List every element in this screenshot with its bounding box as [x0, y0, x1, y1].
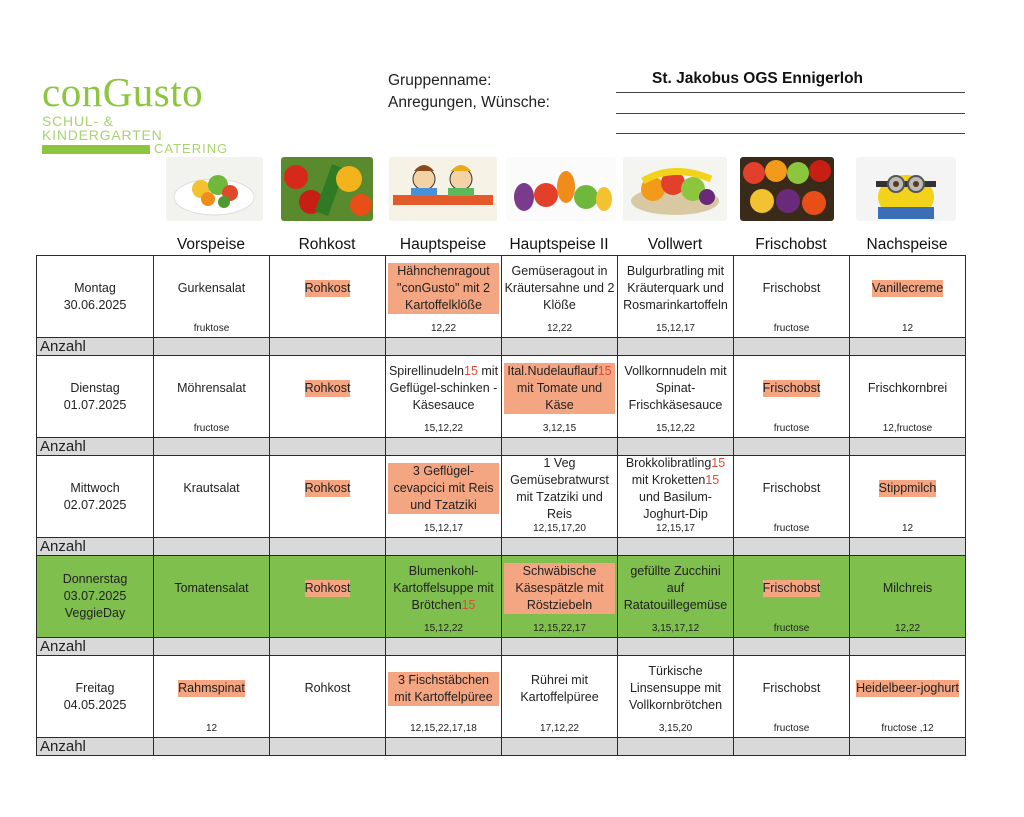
menu-cell	[154, 656, 270, 738]
menu-cell	[618, 656, 734, 738]
dish-text-continued: und Basilum-Joghurt-Dip	[639, 489, 712, 521]
anzahl-row	[37, 438, 966, 456]
logo-name: conGusto	[42, 69, 204, 115]
allergen-codes: 3,15,17,12	[651, 623, 700, 634]
day-row-dienstag	[37, 356, 966, 438]
menu-cell	[270, 556, 386, 638]
anzahl-input-cell[interactable]	[618, 738, 734, 756]
allergen-codes: 12,fructose	[882, 423, 933, 434]
column-rohkost: Rohkost	[298, 236, 356, 253]
anzahl-input-cell[interactable]	[386, 438, 502, 456]
allergen-codes: 12	[205, 723, 218, 734]
dish-text: Möhrensalat	[177, 381, 246, 395]
group-name-line	[616, 92, 965, 93]
allergen-codes: 12,15,17,20	[533, 523, 586, 534]
logo-subline: CATERING	[154, 141, 229, 156]
dish-text: Frischobst	[762, 281, 821, 295]
allergen-inline: 15	[597, 364, 612, 378]
menu-cell	[270, 256, 386, 338]
dish-text: Rohkost	[304, 681, 351, 695]
dish-text: Rührei mit Kartoffelpüree	[520, 672, 599, 704]
column-hauptspeise-ii: Hauptspeise II	[509, 236, 609, 253]
menu-cell	[850, 556, 966, 638]
anzahl-input-cell[interactable]	[154, 438, 270, 456]
day-name: Montag	[74, 280, 116, 295]
allergen-codes: fructose	[193, 423, 230, 434]
anzahl-input-cell[interactable]	[270, 738, 386, 756]
vegetable-faces-image	[506, 157, 616, 221]
allergen-codes: fructose	[773, 523, 810, 534]
dish-text: Spirellinudeln	[388, 364, 464, 378]
day-date: 01.07.2025	[63, 397, 127, 412]
day-cell	[37, 556, 154, 638]
dish-text: Vollkornnudeln mit Spinat-Frischkäsesauce	[624, 364, 727, 412]
dish-text: Bulgurbratling mit Kräuterquark und Rosmarinkartoffeln	[623, 264, 728, 312]
anzahl-row	[37, 738, 966, 756]
dish-text: Krautsalat	[183, 481, 240, 495]
dish-text-continued: mit Kroketten	[631, 472, 706, 487]
menu-cell	[502, 456, 618, 538]
menu-cell	[270, 356, 386, 438]
day-row-freitag	[37, 656, 966, 738]
dish-text: Stippmilch	[878, 481, 937, 495]
minion-dessert-image	[856, 157, 956, 221]
menu-cell	[502, 256, 618, 338]
menu-cell	[618, 456, 734, 538]
menu-cell	[734, 456, 850, 538]
allergen-codes: fructose ,12	[881, 723, 934, 734]
column-frischobst: Frischobst	[755, 236, 827, 253]
anzahl-input-cell[interactable]	[850, 438, 966, 456]
anzahl-input-cell[interactable]	[850, 538, 966, 556]
dish-text: 3 Fischstäbchen mit Kartoffelpüree	[388, 672, 499, 706]
dish-text: Gemüseragout in Kräutersahne und 2 Klöße	[504, 264, 615, 312]
allergen-inline: 15	[461, 598, 476, 612]
column-vorspeise: Vorspeise	[176, 236, 246, 253]
allergen-codes: 12,22	[430, 323, 457, 334]
logo-bar	[42, 145, 150, 154]
veggie-day-note: VeggieDay	[64, 606, 126, 620]
allergen-codes: 15,12,22	[424, 623, 463, 634]
day-row-montag	[37, 256, 966, 338]
anzahl-input-cell[interactable]	[154, 738, 270, 756]
anzahl-input-cell[interactable]	[154, 538, 270, 556]
anzahl-input-cell[interactable]	[734, 538, 850, 556]
anzahl-input-cell[interactable]	[270, 638, 386, 656]
anzahl-input-cell[interactable]	[734, 438, 850, 456]
day-cell	[37, 456, 154, 538]
anzahl-input-cell[interactable]	[154, 638, 270, 656]
menu-cell	[850, 656, 966, 738]
logo-tagline: SCHUL- & KINDERGARTEN	[42, 113, 163, 143]
dish-text: Türkische Linsensuppe mit Vollkornbrötchen	[628, 664, 723, 712]
anzahl-input-cell[interactable]	[386, 538, 502, 556]
day-name: Donnerstag	[62, 572, 128, 586]
allergen-codes: fructose	[773, 723, 810, 734]
menu-cell	[618, 556, 734, 638]
allergen-codes: 3,12,15	[542, 423, 577, 434]
anzahl-input-cell[interactable]	[502, 638, 618, 656]
anzahl-input-cell[interactable]	[386, 738, 502, 756]
dish-text: Tomatensalat	[174, 581, 249, 595]
anzahl-input-cell[interactable]	[386, 638, 502, 656]
menu-cell	[386, 656, 502, 738]
group-name-value: St. Jakobus OGS Ennigerloh	[652, 70, 864, 87]
day-date: 02.07.2025	[63, 497, 127, 512]
allergen-codes: 12	[901, 523, 914, 534]
anzahl-row	[37, 638, 966, 656]
anzahl-input-cell[interactable]	[502, 338, 618, 356]
congusto-logo	[42, 69, 232, 156]
column-vollwert: Vollwert	[647, 236, 703, 253]
menu-cell	[386, 456, 502, 538]
anzahl-input-cell[interactable]	[850, 338, 966, 356]
menu-cell	[502, 556, 618, 638]
allergen-codes: 3,15,20	[658, 723, 693, 734]
menu-cell	[734, 656, 850, 738]
dish-text: Rohkost	[304, 481, 351, 495]
allergen-inline: 15	[464, 364, 478, 378]
wishes-label: Anregungen, Wünsche:	[388, 94, 550, 111]
allergen-codes: 12,15,17	[656, 523, 695, 534]
allergen-codes: 15,12,17	[656, 323, 695, 334]
anzahl-label: Anzahl	[37, 738, 154, 756]
menu-cell	[850, 456, 966, 538]
menu-cell	[386, 256, 502, 338]
allergen-codes: 12	[901, 323, 914, 334]
menu-cell	[734, 556, 850, 638]
dish-text: Rohkost	[304, 281, 351, 295]
day-row-mittwoch	[37, 456, 966, 538]
dish-text: gefüllte Zucchini auf Ratatouillegemüse	[623, 564, 728, 612]
weekly-menu-table	[36, 255, 966, 756]
allergen-inline: 15	[711, 455, 726, 470]
anzahl-row	[37, 538, 966, 556]
allergen-codes: 12,15,22,17	[533, 623, 586, 634]
dish-text: Vanillecreme	[871, 281, 944, 295]
column-nachspeise: Nachspeise	[866, 236, 948, 253]
anzahl-input-cell[interactable]	[618, 638, 734, 656]
column-hauptspeise: Hauptspeise	[399, 236, 487, 253]
day-name: Mittwoch	[70, 480, 120, 495]
anzahl-row	[37, 338, 966, 356]
dish-text: Hähnchenragout "conGusto" mit 2 Kartoffelklöße	[388, 263, 499, 314]
menu-cell	[154, 356, 270, 438]
anzahl-input-cell[interactable]	[270, 338, 386, 356]
allergen-codes: fructose	[773, 423, 810, 434]
menu-cell	[386, 556, 502, 638]
anzahl-input-cell[interactable]	[734, 638, 850, 656]
day-cell	[37, 356, 154, 438]
menu-cell	[154, 456, 270, 538]
menu-cell	[270, 656, 386, 738]
dish-text: Rohkost	[304, 581, 351, 595]
raw-vegetables-image	[281, 157, 373, 221]
day-cell	[37, 656, 154, 738]
menu-cell	[850, 356, 966, 438]
menu-cell	[618, 256, 734, 338]
allergen-codes: 15,12,17	[424, 523, 463, 534]
allergen-codes: 17,12,22	[540, 723, 579, 734]
menu-cell	[386, 356, 502, 438]
allergen-codes: 12,22	[546, 323, 573, 334]
dish-text: Frischobst	[762, 381, 821, 395]
dish-text: Frischkornbrei	[867, 381, 948, 395]
allergen-codes: 12,22	[894, 623, 921, 634]
dish-text: Brokkolibratling	[625, 455, 712, 470]
allergen-codes: fructose	[773, 323, 810, 334]
menu-cell	[154, 256, 270, 338]
dish-text-continued: mit Tomate und Käse	[516, 381, 603, 412]
anzahl-label: Anzahl	[37, 338, 154, 356]
salad-image	[166, 157, 263, 221]
dish-text: Rahmspinat	[178, 681, 245, 695]
day-name: Freitag	[75, 680, 115, 695]
dish-text: Heidelbeer-joghurt	[856, 681, 959, 695]
anzahl-input-cell[interactable]	[502, 438, 618, 456]
wishes-line-1	[616, 113, 965, 114]
anzahl-input-cell[interactable]	[850, 738, 966, 756]
dish-text-continued: mit Geflügel-schinken - Käsesauce	[389, 364, 499, 412]
anzahl-label: Anzahl	[37, 638, 154, 656]
dish-text: Rohkost	[304, 381, 351, 395]
day-date: 30.06.2025	[63, 297, 127, 312]
anzahl-label: Anzahl	[37, 538, 154, 556]
anzahl-input-cell[interactable]	[618, 438, 734, 456]
wishes-line-2	[616, 133, 965, 134]
allergen-codes: 15,12,22	[656, 423, 695, 434]
dish-text: Gurkensalat	[177, 281, 246, 295]
menu-cell	[502, 656, 618, 738]
menu-cell	[154, 556, 270, 638]
menu-cell	[502, 356, 618, 438]
allergen-codes: 12,15,22,17,18	[410, 723, 477, 734]
anzahl-input-cell[interactable]	[734, 338, 850, 356]
allergen-inline: 15	[705, 472, 720, 487]
fresh-fruit-image	[740, 157, 834, 221]
anzahl-input-cell[interactable]	[502, 738, 618, 756]
day-row-donnerstag	[37, 556, 966, 638]
dish-text: Blumenkohl-Kartoffelsuppe mit Brötchen	[393, 564, 494, 612]
day-date: 04.05.2025	[63, 697, 127, 712]
allergen-codes: fruktose	[193, 323, 230, 334]
anzahl-input-cell[interactable]	[270, 538, 386, 556]
anzahl-input-cell[interactable]	[734, 738, 850, 756]
dish-text: 3 Geflügel-cevapcici mit Reis und Tzatziki	[388, 463, 499, 514]
day-cell	[37, 256, 154, 338]
dish-text: Schwäbische Käsespätzle mit Röstziebeln	[504, 563, 615, 614]
menu-cell	[734, 256, 850, 338]
menu-cell	[734, 356, 850, 438]
dish-text: Ital.Nudelauflauf	[507, 364, 598, 378]
anzahl-input-cell[interactable]	[618, 338, 734, 356]
allergen-codes: 15,12,22	[424, 423, 463, 434]
kids-eating-image	[389, 157, 497, 221]
dish-text: Frischobst	[762, 681, 821, 695]
dish-text: Frischobst	[762, 481, 821, 495]
allergen-codes: fructose	[773, 623, 810, 634]
dish-text: Milchreis	[882, 581, 933, 595]
menu-cell	[270, 456, 386, 538]
menu-cell	[618, 356, 734, 438]
anzahl-input-cell[interactable]	[502, 538, 618, 556]
dish-text: Frischobst	[762, 581, 821, 595]
anzahl-input-cell[interactable]	[270, 438, 386, 456]
anzahl-input-cell[interactable]	[850, 638, 966, 656]
day-name: Dienstag	[70, 380, 120, 395]
day-date: 03.07.2025	[63, 589, 127, 603]
anzahl-input-cell[interactable]	[386, 338, 502, 356]
fruit-bowl-image	[623, 157, 727, 221]
anzahl-input-cell[interactable]	[618, 538, 734, 556]
dish-text: 1 Veg Gemüsebratwurst mit Tzatziki und Reis	[510, 455, 609, 521]
anzahl-label: Anzahl	[37, 438, 154, 456]
group-name-label: Gruppenname:	[388, 72, 492, 89]
anzahl-input-cell[interactable]	[154, 338, 270, 356]
menu-cell	[850, 256, 966, 338]
